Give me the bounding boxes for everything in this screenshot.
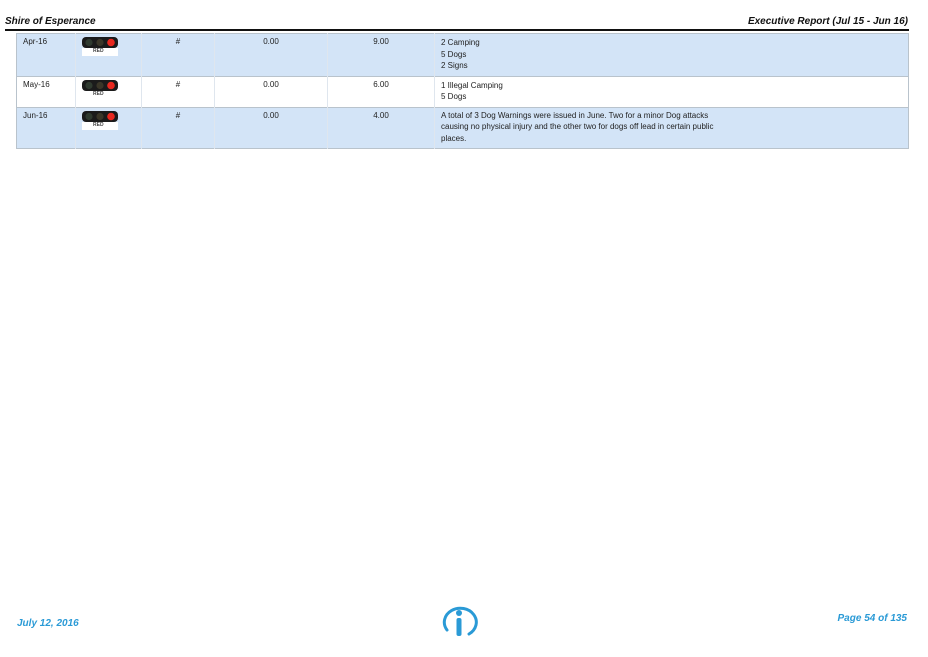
actual-cell: 4.00 bbox=[328, 107, 435, 149]
comments-cell bbox=[435, 76, 909, 107]
header-divider bbox=[5, 29, 909, 31]
comments-cell bbox=[435, 34, 909, 77]
actual-cell: 6.00 bbox=[328, 76, 435, 107]
page-number: Page 54 of 135 bbox=[837, 613, 907, 624]
report-title: Executive Report (Jul 15 - Jun 16) bbox=[747, 16, 908, 27]
target-cell: 0.00 bbox=[215, 107, 328, 149]
table-row bbox=[17, 107, 909, 149]
comment-line: 2 Signs bbox=[441, 61, 468, 70]
target-cell: 0.00 bbox=[215, 76, 328, 107]
status-label: RED bbox=[93, 48, 104, 54]
unit-cell: # bbox=[142, 76, 215, 107]
comment-line: 5 Dogs bbox=[441, 92, 467, 101]
month-cell: Jun-16 bbox=[17, 107, 76, 149]
table-row bbox=[17, 76, 909, 107]
status-cell bbox=[76, 107, 142, 149]
status-cell bbox=[76, 34, 142, 77]
comment-line: 5 Dogs bbox=[441, 49, 467, 59]
month-cell: May-16 bbox=[17, 76, 76, 107]
comments-cell bbox=[435, 107, 909, 149]
status-label: RED bbox=[93, 121, 104, 128]
info-logo-icon bbox=[439, 604, 479, 640]
report-table bbox=[16, 33, 909, 149]
comment-line: A total of 3 Dog Warnings were issued in June. Two for a minor Dog attacks bbox=[441, 110, 709, 120]
actual-cell: 9.00 bbox=[328, 34, 435, 77]
report-date: July 12, 2016 bbox=[17, 618, 79, 629]
target-cell: 0.00 bbox=[215, 34, 328, 77]
comment-line: places. bbox=[441, 133, 467, 143]
unit-cell: # bbox=[142, 34, 215, 77]
status-label: RED bbox=[93, 90, 104, 97]
unit-cell: # bbox=[142, 107, 215, 149]
comment-line: 2 Camping bbox=[441, 38, 480, 47]
table-row bbox=[17, 34, 909, 77]
comment-line: 1 Illegal Camping bbox=[441, 80, 503, 90]
month-cell: Apr-16 bbox=[17, 34, 76, 77]
status-cell bbox=[76, 76, 142, 107]
comment-line: causing no physical injury and the other two for dogs off lead in certain public bbox=[441, 122, 714, 131]
organisation-name: Shire of Esperance bbox=[5, 16, 96, 27]
